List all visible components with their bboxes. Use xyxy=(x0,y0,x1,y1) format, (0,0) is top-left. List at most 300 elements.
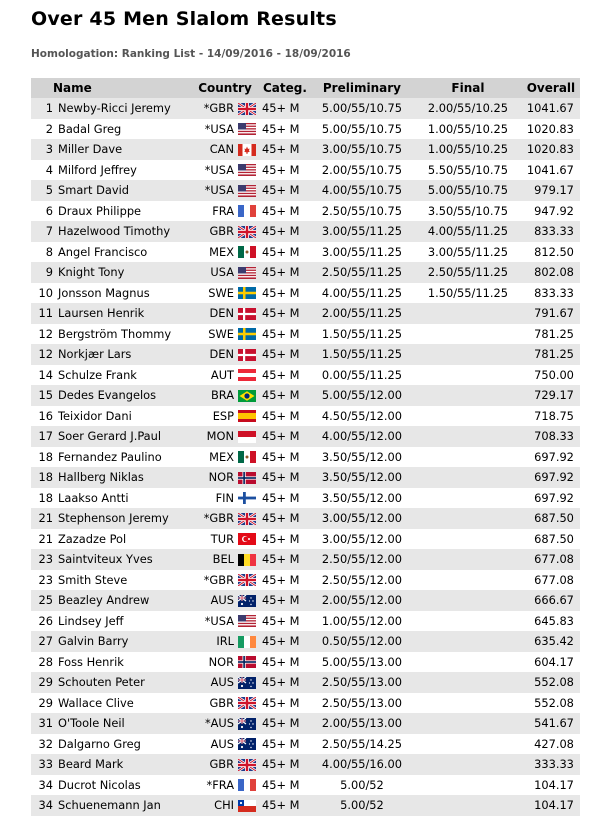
country-cell: *USA xyxy=(204,613,234,628)
name-cell: Beard Mark xyxy=(56,754,190,775)
categ-cell: 45+ M xyxy=(262,490,300,505)
rank-cell: 34 xyxy=(38,777,53,792)
final-cell xyxy=(414,549,522,570)
overall-cell: 781.25 xyxy=(522,344,580,365)
country-cell: AUS xyxy=(190,590,236,611)
swe-flag-icon xyxy=(238,287,256,299)
country-cell: *USA xyxy=(204,162,234,177)
country-cell: FIN xyxy=(215,490,234,505)
flag-cell xyxy=(236,488,260,509)
name-cell: Wallace Clive xyxy=(58,695,134,710)
final-cell: 3.50/55/10.75 xyxy=(427,203,508,218)
preliminary-cell: 2.00/55/10.75 xyxy=(321,162,402,177)
table-row xyxy=(31,98,580,119)
final-cell xyxy=(414,365,522,386)
rank-cell: 34 xyxy=(31,795,56,816)
rank-cell: 18 xyxy=(38,490,53,505)
gbr-flag-icon xyxy=(238,697,256,709)
table-row xyxy=(31,529,580,550)
country-cell: IRL xyxy=(190,631,236,652)
rank-cell: 27 xyxy=(31,631,56,652)
overall-cell: 833.33 xyxy=(522,221,580,242)
country-cell: USA xyxy=(190,262,236,283)
categ-cell: 45+ M xyxy=(260,754,310,775)
fin-flag-icon xyxy=(238,492,256,504)
aus-flag-icon xyxy=(238,738,256,750)
usa-flag-icon xyxy=(238,123,256,135)
country-cell: MON xyxy=(190,426,236,447)
flag-cell xyxy=(236,734,260,755)
table-row xyxy=(31,508,580,529)
preliminary-cell: 3.00/55/11.25 xyxy=(321,244,402,259)
overall-cell: 541.67 xyxy=(522,713,580,734)
mex-flag-icon xyxy=(238,246,256,258)
final-cell: 5.00/55/10.75 xyxy=(414,180,522,201)
table-row xyxy=(31,385,580,406)
flag-cell xyxy=(236,242,260,263)
country-cell: *USA xyxy=(204,121,234,136)
aus-flag-icon xyxy=(238,595,256,607)
rank-cell: 7 xyxy=(31,221,56,242)
overall-cell: 697.92 xyxy=(534,449,574,464)
rank-cell: 14 xyxy=(38,367,53,382)
rank-cell: 5 xyxy=(31,180,56,201)
rank-cell: 21 xyxy=(38,531,53,546)
country-cell: NOR xyxy=(208,654,234,669)
preliminary-cell: 5.00/55/10.75 xyxy=(310,98,414,119)
categ-cell: 45+ M xyxy=(262,285,300,300)
name-cell: Schouten Peter xyxy=(56,672,190,693)
flag-cell xyxy=(236,262,260,283)
final-cell xyxy=(414,426,522,447)
rank-cell: 32 xyxy=(38,736,53,751)
preliminary-cell: 3.00/55/10.75 xyxy=(310,139,414,160)
rank-cell: 18 xyxy=(31,467,56,488)
table-row xyxy=(31,631,580,652)
aut-flag-icon xyxy=(238,369,256,381)
country-cell: MEX xyxy=(209,449,234,464)
name-cell: Smart David xyxy=(56,180,190,201)
name-cell: Jonsson Magnus xyxy=(58,285,150,300)
gbr-flag-icon xyxy=(238,574,256,586)
overall-cell: 333.33 xyxy=(522,754,580,775)
overall-cell: 812.50 xyxy=(534,244,574,259)
final-cell: 1.50/55/11.25 xyxy=(427,285,508,300)
country-cell: TUR xyxy=(210,531,234,546)
country-cell: SWE xyxy=(208,326,234,341)
overall-cell: 718.75 xyxy=(534,408,574,423)
table-row xyxy=(31,180,580,201)
overall-cell: 833.33 xyxy=(534,285,574,300)
preliminary-cell: 2.50/55/14.25 xyxy=(321,736,402,751)
den-flag-icon xyxy=(238,349,256,361)
country-cell: ESP xyxy=(212,408,234,423)
rank-cell: 33 xyxy=(31,754,56,775)
name-cell: Schuenemann Jan xyxy=(56,795,190,816)
final-cell xyxy=(414,652,522,673)
country-cell: AUS xyxy=(190,672,236,693)
gbr-flag-icon xyxy=(238,759,256,771)
nor-flag-icon xyxy=(238,472,256,484)
categ-cell: 45+ M xyxy=(260,98,310,119)
preliminary-cell: 5.00/52 xyxy=(310,795,414,816)
flag-cell xyxy=(236,221,260,242)
preliminary-cell: 4.00/55/16.00 xyxy=(310,754,414,775)
usa-flag-icon xyxy=(238,267,256,279)
table-row xyxy=(31,734,580,755)
overall-cell: 729.17 xyxy=(522,385,580,406)
overall-cell: 687.50 xyxy=(522,508,580,529)
flag-cell xyxy=(236,775,260,796)
name-cell: Zazadze Pol xyxy=(58,531,127,546)
preliminary-cell: 3.00/55/12.00 xyxy=(310,508,414,529)
name-cell: Schulze Frank xyxy=(58,367,137,382)
overall-cell: 697.92 xyxy=(534,490,574,505)
rank-cell: 3 xyxy=(31,139,56,160)
preliminary-cell: 2.50/55/13.00 xyxy=(310,672,414,693)
rank-cell: 15 xyxy=(31,385,56,406)
preliminary-cell: 2.50/55/13.00 xyxy=(321,695,402,710)
categ-cell: 45+ M xyxy=(262,408,300,423)
name-cell: Galvin Barry xyxy=(56,631,190,652)
flag-cell xyxy=(236,180,260,201)
final-cell xyxy=(414,590,522,611)
table-row xyxy=(31,693,580,714)
name-cell: Hallberg Niklas xyxy=(56,467,190,488)
name-cell: Badal Greg xyxy=(58,121,122,136)
rank-cell: 12 xyxy=(38,326,53,341)
header-name: Name xyxy=(31,78,190,98)
final-cell xyxy=(414,693,522,714)
flag-cell xyxy=(236,508,260,529)
final-cell xyxy=(414,734,522,755)
table-row xyxy=(31,672,580,693)
country-cell: GBR xyxy=(190,754,236,775)
name-cell: Foss Henrik xyxy=(58,654,124,669)
name-cell: Angel Francisco xyxy=(58,244,148,259)
categ-cell: 45+ M xyxy=(260,713,310,734)
table-row xyxy=(31,119,580,140)
final-cell: 2.50/55/11.25 xyxy=(414,262,522,283)
rank-cell: 25 xyxy=(31,590,56,611)
preliminary-cell: 2.50/55/12.00 xyxy=(310,549,414,570)
preliminary-cell: 1.00/55/12.00 xyxy=(321,613,402,628)
flag-cell xyxy=(236,201,260,222)
gbr-flag-icon xyxy=(238,103,256,115)
country-cell: *USA xyxy=(190,180,236,201)
header-categ: Categ. xyxy=(260,78,310,98)
categ-cell: 45+ M xyxy=(262,654,300,669)
preliminary-cell: 2.50/55/10.75 xyxy=(321,203,402,218)
overall-cell: 791.67 xyxy=(522,303,580,324)
overall-cell: 427.08 xyxy=(534,736,574,751)
table-row xyxy=(31,775,580,796)
overall-cell: 708.33 xyxy=(522,426,580,447)
table-row xyxy=(31,426,580,447)
flag-cell xyxy=(236,98,260,119)
name-cell: Laakso Antti xyxy=(58,490,129,505)
name-cell: Knight Tony xyxy=(56,262,190,283)
table-row xyxy=(31,467,580,488)
overall-cell: 687.50 xyxy=(534,531,574,546)
categ-cell: 45+ M xyxy=(260,303,310,324)
flag-cell xyxy=(236,529,260,550)
irl-flag-icon xyxy=(238,636,256,648)
flag-cell xyxy=(236,119,260,140)
preliminary-cell: 2.00/55/13.00 xyxy=(310,713,414,734)
overall-cell: 750.00 xyxy=(534,367,574,382)
rank-cell: 4 xyxy=(45,162,53,177)
page-subtitle: Homologation: Ranking List - 14/09/2016 - 18/09/2016 xyxy=(31,48,351,60)
country-cell: GBR xyxy=(190,221,236,242)
flag-cell xyxy=(236,795,260,816)
results-table xyxy=(31,78,580,816)
overall-cell: 104.17 xyxy=(522,795,580,816)
header-final: Final xyxy=(414,78,522,98)
final-cell xyxy=(414,570,522,591)
final-cell xyxy=(414,385,522,406)
name-cell: Saintviteux Yves xyxy=(56,549,190,570)
categ-cell: 45+ M xyxy=(262,326,300,341)
preliminary-cell: 2.50/55/12.00 xyxy=(321,572,402,587)
categ-cell: 45+ M xyxy=(260,221,310,242)
preliminary-cell: 5.00/55/12.00 xyxy=(310,385,414,406)
flag-cell xyxy=(236,590,260,611)
aus-flag-icon xyxy=(238,677,256,689)
preliminary-cell: 3.50/55/12.00 xyxy=(321,490,402,505)
preliminary-cell: 4.50/55/12.00 xyxy=(321,408,402,423)
den-flag-icon xyxy=(238,308,256,320)
flag-cell xyxy=(236,365,260,386)
flag-cell xyxy=(236,139,260,160)
final-cell xyxy=(414,529,522,550)
table-row xyxy=(31,283,580,304)
overall-cell: 104.17 xyxy=(534,777,574,792)
overall-cell: 677.08 xyxy=(522,549,580,570)
categ-cell: 45+ M xyxy=(262,736,300,751)
categ-cell: 45+ M xyxy=(262,244,300,259)
final-cell xyxy=(414,447,522,468)
rank-cell: 8 xyxy=(45,244,53,259)
final-cell xyxy=(414,713,522,734)
rank-cell: 11 xyxy=(31,303,56,324)
country-cell: *AUS xyxy=(190,713,236,734)
categ-cell: 45+ M xyxy=(262,777,300,792)
country-cell: SWE xyxy=(208,285,234,300)
country-cell: MEX xyxy=(209,244,234,259)
table-row xyxy=(31,160,580,181)
page-title: Over 45 Men Slalom Results xyxy=(31,8,337,30)
country-cell: NOR xyxy=(190,467,236,488)
table-header-row xyxy=(31,78,580,98)
usa-flag-icon xyxy=(238,615,256,627)
categ-cell: 45+ M xyxy=(260,508,310,529)
overall-cell: 645.83 xyxy=(534,613,574,628)
name-cell: Norkjær Lars xyxy=(56,344,190,365)
mon-flag-icon xyxy=(238,431,256,443)
final-cell: 1.00/55/10.25 xyxy=(427,121,508,136)
categ-cell: 45+ M xyxy=(262,613,300,628)
overall-cell: 552.08 xyxy=(534,695,574,710)
overall-cell: 947.92 xyxy=(534,203,574,218)
table-row xyxy=(31,139,580,160)
table-row xyxy=(31,201,580,222)
overall-cell: 635.42 xyxy=(522,631,580,652)
preliminary-cell: 1.50/55/11.25 xyxy=(321,326,402,341)
flag-cell xyxy=(236,549,260,570)
final-cell xyxy=(414,324,522,345)
rank-cell: 28 xyxy=(38,654,53,669)
esp-flag-icon xyxy=(238,410,256,422)
flag-cell xyxy=(236,344,260,365)
final-cell: 2.00/55/10.25 xyxy=(414,98,522,119)
name-cell: Bergström Thommy xyxy=(58,326,172,341)
header-country: Country xyxy=(190,78,260,98)
rank-cell: 29 xyxy=(38,695,53,710)
final-cell xyxy=(414,754,522,775)
rank-cell: 17 xyxy=(31,426,56,447)
final-cell xyxy=(414,488,522,509)
flag-cell xyxy=(236,611,260,632)
flag-cell xyxy=(236,385,260,406)
categ-cell: 45+ M xyxy=(262,572,300,587)
final-cell xyxy=(414,631,522,652)
preliminary-cell: 1.50/55/11.25 xyxy=(310,344,414,365)
overall-cell: 802.08 xyxy=(522,262,580,283)
overall-cell: 979.17 xyxy=(522,180,580,201)
categ-cell: 45+ M xyxy=(260,467,310,488)
categ-cell: 45+ M xyxy=(260,549,310,570)
preliminary-cell: 5.00/55/10.75 xyxy=(321,121,402,136)
categ-cell: 45+ M xyxy=(262,203,300,218)
final-cell xyxy=(414,672,522,693)
name-cell: Hazelwood Timothy xyxy=(56,221,190,242)
final-cell xyxy=(414,344,522,365)
categ-cell: 45+ M xyxy=(262,531,300,546)
table-row xyxy=(31,242,580,263)
gbr-flag-icon xyxy=(238,226,256,238)
preliminary-cell: 3.00/55/12.00 xyxy=(321,531,402,546)
name-cell: Draux Philippe xyxy=(58,203,142,218)
rank-cell: 16 xyxy=(38,408,53,423)
name-cell: Lindsey Jeff xyxy=(58,613,124,628)
usa-flag-icon xyxy=(238,164,256,176)
table-row xyxy=(31,303,580,324)
name-cell: Newby-Ricci Jeremy xyxy=(56,98,190,119)
rank-cell: 9 xyxy=(31,262,56,283)
categ-cell: 45+ M xyxy=(262,162,300,177)
preliminary-cell: 2.00/55/12.00 xyxy=(310,590,414,611)
categ-cell: 45+ M xyxy=(262,695,300,710)
flag-cell xyxy=(236,283,260,304)
country-cell: BRA xyxy=(190,385,236,406)
table-row xyxy=(31,221,580,242)
fra-flag-icon xyxy=(238,205,256,217)
name-cell: Fernandez Paulino xyxy=(58,449,162,464)
preliminary-cell: 3.00/55/11.25 xyxy=(310,221,414,242)
rank-cell: 31 xyxy=(31,713,56,734)
table-row xyxy=(31,549,580,570)
flag-cell xyxy=(236,754,260,775)
overall-cell: 666.67 xyxy=(522,590,580,611)
country-cell: GBR xyxy=(209,695,234,710)
name-cell: Dedes Evangelos xyxy=(56,385,190,406)
bel-flag-icon xyxy=(238,554,256,566)
final-cell xyxy=(414,467,522,488)
swe-flag-icon xyxy=(238,328,256,340)
name-cell: Stephenson Jeremy xyxy=(56,508,190,529)
nor-flag-icon xyxy=(238,656,256,668)
flag-cell xyxy=(236,631,260,652)
preliminary-cell: 2.50/55/11.25 xyxy=(310,262,414,283)
country-cell: *GBR xyxy=(190,508,236,529)
table-row xyxy=(31,754,580,775)
final-cell: 4.00/55/11.25 xyxy=(414,221,522,242)
table-row xyxy=(31,406,580,427)
categ-cell: 45+ M xyxy=(262,121,300,136)
rank-cell: 29 xyxy=(31,672,56,693)
categ-cell: 45+ M xyxy=(260,262,310,283)
flag-cell xyxy=(236,652,260,673)
overall-cell: 781.25 xyxy=(534,326,574,341)
usa-flag-icon xyxy=(238,185,256,197)
can-flag-icon xyxy=(238,144,256,156)
rank-cell: 12 xyxy=(31,344,56,365)
table-row xyxy=(31,324,580,345)
table-row xyxy=(31,713,580,734)
flag-cell xyxy=(236,713,260,734)
rank-cell: 2 xyxy=(45,121,53,136)
final-cell: 5.50/55/10.75 xyxy=(427,162,508,177)
bra-flag-icon xyxy=(238,390,256,402)
aus-flag-icon xyxy=(238,718,256,730)
categ-cell: 45+ M xyxy=(262,449,300,464)
overall-cell: 677.08 xyxy=(534,572,574,587)
fra-flag-icon xyxy=(238,779,256,791)
overall-cell: 1041.67 xyxy=(522,98,580,119)
country-cell: CAN xyxy=(190,139,236,160)
rank-cell: 1 xyxy=(31,98,56,119)
preliminary-cell: 5.00/55/13.00 xyxy=(321,654,402,669)
table-row xyxy=(31,590,580,611)
preliminary-cell: 5.00/52 xyxy=(340,777,384,792)
final-cell xyxy=(414,611,522,632)
categ-cell: 45+ M xyxy=(260,344,310,365)
final-cell xyxy=(414,508,522,529)
final-cell xyxy=(414,775,522,796)
flag-cell xyxy=(236,672,260,693)
name-cell: Smith Steve xyxy=(58,572,128,587)
overall-cell: 1020.83 xyxy=(526,121,574,136)
rank-cell: 10 xyxy=(38,285,53,300)
overall-cell: 604.17 xyxy=(534,654,574,669)
rank-cell: 6 xyxy=(45,203,53,218)
name-cell: Teixidor Dani xyxy=(58,408,132,423)
final-cell: 3.00/55/11.25 xyxy=(427,244,508,259)
final-cell xyxy=(414,795,522,816)
table-row xyxy=(31,795,580,816)
categ-cell: 45+ M xyxy=(260,139,310,160)
categ-cell: 45+ M xyxy=(260,426,310,447)
categ-cell: 45+ M xyxy=(260,795,310,816)
flag-cell xyxy=(236,406,260,427)
preliminary-cell: 4.00/55/10.75 xyxy=(310,180,414,201)
name-cell: Beazley Andrew xyxy=(56,590,190,611)
country-cell: AUS xyxy=(210,736,234,751)
table-row xyxy=(31,570,580,591)
final-cell xyxy=(414,406,522,427)
table-row xyxy=(31,344,580,365)
